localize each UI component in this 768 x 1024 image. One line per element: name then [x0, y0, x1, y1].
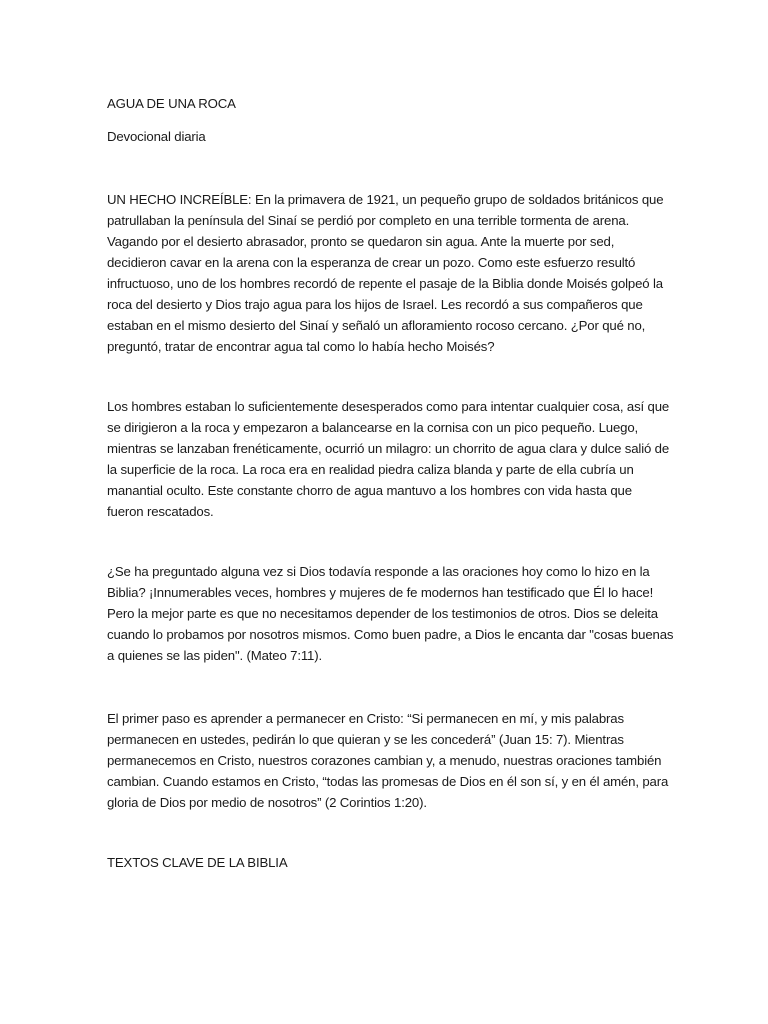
paragraph-line: ¿Se ha preguntado alguna vez si Dios todavía responde a las oraciones hoy como lo hizo en la	[107, 564, 650, 579]
paragraph-line: cambian. Cuando estamos en Cristo, “todas las promesas de Dios en él son sí, y en él amén, para	[107, 774, 669, 789]
paragraph-line: gloria de Dios por medio de nosotros” (2 Corintios 1:20).	[107, 795, 427, 810]
paragraph-1	[107, 189, 663, 357]
paragraph-line: patrullaban la península del Sinaí se perdió por completo en una terrible tormenta de arena.	[107, 213, 630, 228]
paragraph-line: cuando lo probamos por nosotros mismos. Como buen padre, a Dios le encanta dar "cosas buenas	[107, 627, 674, 642]
paragraph-line: infructuoso, uno de los hombres recordó de repente el pasaje de la Biblia donde Moisés golpeó la	[107, 276, 663, 291]
paragraph-line: a quienes se las piden". (Mateo 7:11).	[107, 648, 322, 663]
paragraph-line: decidieron cavar en la arena con la esperanza de crear un pozo. Como este esfuerzo resultó	[107, 255, 636, 270]
paragraph-line: fueron rescatados.	[107, 504, 214, 519]
paragraph-line: la superficie de la roca. La roca era en realidad piedra caliza blanda y parte de ella cubría un	[107, 462, 634, 477]
paragraph-3	[107, 561, 673, 666]
paragraph-line: El primer paso es aprender a permanecer en Cristo: “Si permanecen en mí, y mis palabras	[107, 711, 624, 726]
paragraph-line: Pero la mejor parte es que no necesitamos depender de los testimonios de otros. Dios se deleita	[107, 606, 658, 621]
paragraph-line: se dirigieron a la roca y empezaron a balancearse en la cornisa con un pico pequeño. Luego,	[107, 420, 639, 435]
paragraph-line: Los hombres estaban lo suficientemente desesperados como para intentar cualquier cosa, así que	[107, 399, 670, 414]
paragraph-2	[107, 396, 669, 522]
paragraph-line: estaban en el mismo desierto del Sinaí y señaló un afloramiento rocoso cercano. ¿Por qué no,	[107, 318, 646, 333]
document-subtitle: Devocional diaria	[107, 129, 206, 144]
paragraph-4	[107, 708, 668, 813]
paragraph-line: permanecemos en Cristo, nuestros corazones cambian y, a menudo, nuestras oraciones también	[107, 753, 662, 768]
paragraph-line: preguntó, tratar de encontrar agua tal como lo había hecho Moisés?	[107, 339, 495, 354]
paragraph-line: manantial oculto. Este constante chorro de agua mantuvo a los hombres con vida hasta que	[107, 483, 632, 498]
section-heading: TEXTOS CLAVE DE LA BIBLIA	[107, 855, 288, 870]
paragraph-line: roca del desierto y Dios trajo agua para los hijos de Israel. Les recordó a sus compañeros que	[107, 297, 643, 312]
paragraph-line: permanecen en ustedes, pedirán lo que quieran y se les concederá” (Juan 15: 7). Mientras	[107, 732, 624, 747]
document-title: AGUA DE UNA ROCA	[107, 96, 236, 111]
paragraph-line: Biblia? ¡Innumerables veces, hombres y mujeres de fe modernos han testificado que Él lo hace!	[107, 585, 654, 600]
paragraph-line: Vagando por el desierto abrasador, pronto se quedaron sin agua. Ante la muerte por sed,	[107, 234, 615, 249]
paragraph-line: mientras se lanzaban frenéticamente, ocurrió un milagro: un chorrito de agua clara y dulce salió de	[107, 441, 670, 456]
paragraph-line: UN HECHO INCREÍBLE: En la primavera de 1921, un pequeño grupo de soldados británicos que	[107, 192, 664, 207]
